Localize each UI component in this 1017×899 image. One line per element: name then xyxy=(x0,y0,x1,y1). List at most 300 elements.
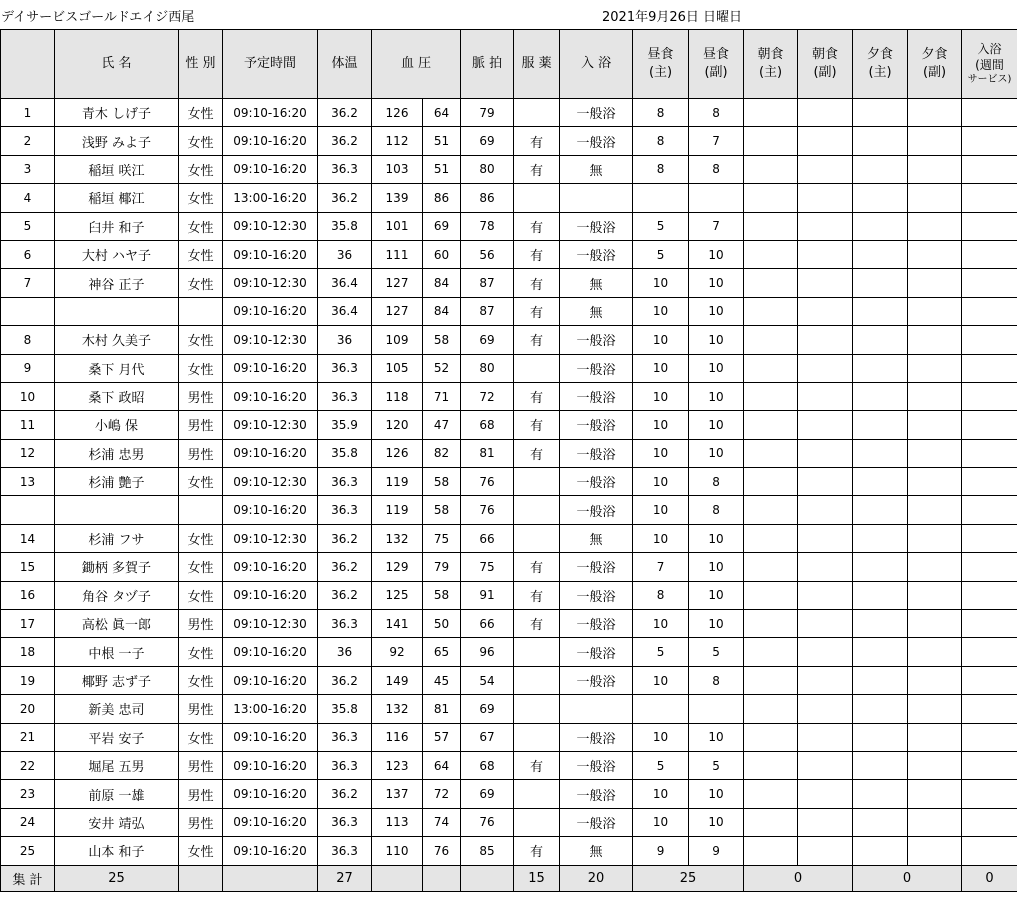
cell-dinner-main xyxy=(853,610,908,638)
cell-temp: 36.3 xyxy=(318,155,372,183)
table-row xyxy=(1,99,1017,127)
cell-lunch-side: 8 xyxy=(689,496,744,524)
cell-bp-diastolic: 58 xyxy=(423,468,461,496)
cell-bp-systolic: 118 xyxy=(372,382,423,410)
cell-no: 20 xyxy=(1,695,55,723)
cell-weekly-bath xyxy=(962,581,1017,609)
cell-medication: 有 xyxy=(514,610,560,638)
cell-breakfast-side xyxy=(798,297,853,325)
cell-weekly-bath xyxy=(962,240,1017,268)
cell-bath: 一般浴 xyxy=(560,638,633,666)
cell-bath: 一般浴 xyxy=(560,439,633,467)
cell-medication xyxy=(514,666,560,694)
table-row xyxy=(1,723,1017,751)
cell-no: 1 xyxy=(1,99,55,127)
cell-time: 09:10-12:30 xyxy=(223,468,318,496)
cell-lunch-main xyxy=(633,184,689,212)
cell-breakfast-main xyxy=(744,581,798,609)
cell-lunch-side: 10 xyxy=(689,610,744,638)
cell-no: 14 xyxy=(1,524,55,552)
cell-temp: 36.4 xyxy=(318,297,372,325)
totals-label: 集 計 xyxy=(1,865,55,891)
cell-no: 2 xyxy=(1,127,55,155)
table-row xyxy=(1,695,1017,723)
cell-bp-diastolic: 71 xyxy=(423,382,461,410)
cell-bp-diastolic: 81 xyxy=(423,695,461,723)
cell-no: 5 xyxy=(1,212,55,240)
cell-bath: 無 xyxy=(560,269,633,297)
cell-weekly-bath xyxy=(962,297,1017,325)
cell-time: 09:10-16:20 xyxy=(223,99,318,127)
cell-no: 6 xyxy=(1,240,55,268)
cell-dinner-main xyxy=(853,212,908,240)
col-header-dinner-side-line1: 夕食 xyxy=(921,47,948,63)
col-header-dinner-main-line2: (主) xyxy=(868,65,892,80)
cell-time: 09:10-16:20 xyxy=(223,723,318,751)
cell-lunch-main: 10 xyxy=(633,524,689,552)
cell-pulse: 72 xyxy=(461,382,514,410)
cell-sex: 男性 xyxy=(179,780,223,808)
cell-time: 09:10-12:30 xyxy=(223,610,318,638)
cell-name: 安井 靖弘 xyxy=(55,808,179,836)
cell-lunch-side: 10 xyxy=(689,411,744,439)
cell-medication: 有 xyxy=(514,751,560,779)
cell-sex: 男性 xyxy=(179,411,223,439)
cell-sex: 女性 xyxy=(179,155,223,183)
cell-bath xyxy=(560,695,633,723)
totals-name-count: 25 xyxy=(55,865,179,891)
cell-time: 13:00-16:20 xyxy=(223,695,318,723)
cell-name: 稲垣 椰江 xyxy=(55,184,179,212)
cell-breakfast-side xyxy=(798,468,853,496)
cell-medication: 有 xyxy=(514,439,560,467)
cell-breakfast-side xyxy=(798,99,853,127)
cell-dinner-side xyxy=(908,439,962,467)
cell-lunch-main: 5 xyxy=(633,212,689,240)
table-row xyxy=(1,581,1017,609)
cell-pulse: 81 xyxy=(461,439,514,467)
cell-pulse: 54 xyxy=(461,666,514,694)
cell-bath: 無 xyxy=(560,297,633,325)
col-header-lunch-side-line2: (副) xyxy=(704,65,728,80)
cell-breakfast-main xyxy=(744,751,798,779)
cell-bp-systolic: 137 xyxy=(372,780,423,808)
cell-bath: 無 xyxy=(560,524,633,552)
cell-pulse: 75 xyxy=(461,553,514,581)
cell-lunch-side: 8 xyxy=(689,155,744,183)
cell-temp: 36.2 xyxy=(318,581,372,609)
cell-medication xyxy=(514,99,560,127)
cell-pulse: 80 xyxy=(461,354,514,382)
cell-medication: 有 xyxy=(514,326,560,354)
cell-lunch-side: 10 xyxy=(689,553,744,581)
totals-pulse xyxy=(461,865,514,891)
cell-dinner-main xyxy=(853,468,908,496)
cell-bp-systolic: 126 xyxy=(372,99,423,127)
cell-bp-systolic: 101 xyxy=(372,212,423,240)
cell-sex: 男性 xyxy=(179,382,223,410)
cell-bath: 一般浴 xyxy=(560,723,633,751)
cell-pulse: 69 xyxy=(461,127,514,155)
cell-no: 22 xyxy=(1,751,55,779)
totals-sex xyxy=(179,865,223,891)
cell-sex: 女性 xyxy=(179,127,223,155)
cell-dinner-main xyxy=(853,496,908,524)
cell-name: 鋤柄 多賀子 xyxy=(55,553,179,581)
table-row xyxy=(1,127,1017,155)
cell-time: 13:00-16:20 xyxy=(223,184,318,212)
totals-weekly-bath-count: 0 xyxy=(962,865,1017,891)
cell-name: 木村 久美子 xyxy=(55,326,179,354)
cell-sex: 女性 xyxy=(179,326,223,354)
cell-time: 09:10-16:20 xyxy=(223,837,318,865)
cell-lunch-side: 10 xyxy=(689,524,744,552)
table-row xyxy=(1,638,1017,666)
cell-breakfast-main xyxy=(744,326,798,354)
col-header-lunch-side-line1: 昼食 xyxy=(703,47,730,63)
cell-temp: 36.2 xyxy=(318,666,372,694)
cell-bp-systolic: 119 xyxy=(372,496,423,524)
cell-dinner-main xyxy=(853,411,908,439)
cell-name: 中根 一子 xyxy=(55,638,179,666)
cell-bp-systolic: 141 xyxy=(372,610,423,638)
cell-lunch-side: 8 xyxy=(689,666,744,694)
cell-weekly-bath xyxy=(962,127,1017,155)
cell-breakfast-main xyxy=(744,382,798,410)
cell-bp-systolic: 129 xyxy=(372,553,423,581)
table-row xyxy=(1,269,1017,297)
cell-name: 平岩 安子 xyxy=(55,723,179,751)
cell-bp-diastolic: 51 xyxy=(423,155,461,183)
cell-medication: 有 xyxy=(514,837,560,865)
cell-breakfast-main xyxy=(744,439,798,467)
cell-temp: 36.3 xyxy=(318,468,372,496)
cell-weekly-bath xyxy=(962,723,1017,751)
cell-bath: 一般浴 xyxy=(560,354,633,382)
cell-lunch-main: 10 xyxy=(633,723,689,751)
cell-weekly-bath xyxy=(962,184,1017,212)
cell-bp-diastolic: 65 xyxy=(423,638,461,666)
cell-lunch-main: 10 xyxy=(633,326,689,354)
cell-weekly-bath xyxy=(962,269,1017,297)
cell-dinner-side xyxy=(908,99,962,127)
cell-temp: 36.3 xyxy=(318,496,372,524)
cell-bath xyxy=(560,184,633,212)
cell-time: 09:10-12:30 xyxy=(223,212,318,240)
cell-bp-diastolic: 79 xyxy=(423,553,461,581)
totals-temp-count: 27 xyxy=(318,865,372,891)
cell-bp-systolic: 125 xyxy=(372,581,423,609)
cell-sex: 男性 xyxy=(179,751,223,779)
cell-temp: 36 xyxy=(318,240,372,268)
cell-sex: 男性 xyxy=(179,808,223,836)
cell-time: 09:10-16:20 xyxy=(223,127,318,155)
cell-lunch-main: 8 xyxy=(633,155,689,183)
cell-dinner-side xyxy=(908,382,962,410)
report-date: 2021年9月26日 日曜日 xyxy=(602,10,743,25)
cell-dinner-side xyxy=(908,581,962,609)
cell-name: 大村 ハヤ子 xyxy=(55,240,179,268)
cell-bp-diastolic: 58 xyxy=(423,326,461,354)
cell-bp-diastolic: 47 xyxy=(423,411,461,439)
cell-bp-systolic: 149 xyxy=(372,666,423,694)
cell-bp-systolic: 132 xyxy=(372,524,423,552)
col-header-breakfast-main-line1: 朝食 xyxy=(757,47,784,63)
cell-pulse: 87 xyxy=(461,269,514,297)
table-row xyxy=(1,666,1017,694)
cell-lunch-main: 10 xyxy=(633,411,689,439)
cell-temp: 36.2 xyxy=(318,553,372,581)
cell-no: 25 xyxy=(1,837,55,865)
cell-no: 11 xyxy=(1,411,55,439)
col-header-time: 予定時間 xyxy=(223,30,318,99)
cell-medication xyxy=(514,524,560,552)
cell-breakfast-main xyxy=(744,610,798,638)
cell-temp: 36.2 xyxy=(318,184,372,212)
cell-sex: 女性 xyxy=(179,212,223,240)
cell-dinner-main xyxy=(853,155,908,183)
cell-medication: 有 xyxy=(514,411,560,439)
cell-bp-diastolic: 72 xyxy=(423,780,461,808)
totals-med-count: 15 xyxy=(514,865,560,891)
cell-dinner-side xyxy=(908,326,962,354)
cell-weekly-bath xyxy=(962,155,1017,183)
table-row xyxy=(1,411,1017,439)
cell-temp: 35.9 xyxy=(318,411,372,439)
cell-lunch-main: 10 xyxy=(633,468,689,496)
table-row xyxy=(1,326,1017,354)
cell-breakfast-side xyxy=(798,751,853,779)
cell-lunch-main: 10 xyxy=(633,666,689,694)
table-row xyxy=(1,212,1017,240)
cell-pulse: 96 xyxy=(461,638,514,666)
totals-bp-dia xyxy=(423,865,461,891)
cell-lunch-side: 9 xyxy=(689,837,744,865)
cell-sex: 女性 xyxy=(179,553,223,581)
cell-temp: 35.8 xyxy=(318,212,372,240)
cell-no: 13 xyxy=(1,468,55,496)
cell-bp-diastolic: 84 xyxy=(423,297,461,325)
table-row xyxy=(1,297,1017,325)
cell-breakfast-main xyxy=(744,269,798,297)
cell-temp: 36.3 xyxy=(318,751,372,779)
cell-dinner-main xyxy=(853,99,908,127)
cell-breakfast-side xyxy=(798,553,853,581)
cell-breakfast-main xyxy=(744,723,798,751)
cell-bath: 一般浴 xyxy=(560,411,633,439)
cell-dinner-main xyxy=(853,780,908,808)
cell-temp: 36.2 xyxy=(318,99,372,127)
cell-breakfast-main xyxy=(744,411,798,439)
cell-dinner-side xyxy=(908,695,962,723)
cell-lunch-side xyxy=(689,695,744,723)
cell-medication: 有 xyxy=(514,127,560,155)
cell-dinner-main xyxy=(853,638,908,666)
col-header-sex: 性 別 xyxy=(179,30,223,99)
cell-dinner-side xyxy=(908,496,962,524)
cell-time: 09:10-16:20 xyxy=(223,666,318,694)
cell-lunch-side: 10 xyxy=(689,723,744,751)
cell-medication xyxy=(514,468,560,496)
cell-lunch-main: 10 xyxy=(633,382,689,410)
col-header-pulse: 脈 拍 xyxy=(461,30,514,99)
cell-bp-systolic: 139 xyxy=(372,184,423,212)
cell-no: 12 xyxy=(1,439,55,467)
cell-breakfast-main xyxy=(744,837,798,865)
cell-bp-diastolic: 74 xyxy=(423,808,461,836)
cell-dinner-main xyxy=(853,240,908,268)
cell-name: 堀尾 五男 xyxy=(55,751,179,779)
cell-weekly-bath xyxy=(962,99,1017,127)
cell-bath: 一般浴 xyxy=(560,212,633,240)
cell-temp: 36.4 xyxy=(318,269,372,297)
cell-breakfast-side xyxy=(798,326,853,354)
cell-bath: 一般浴 xyxy=(560,382,633,410)
cell-breakfast-side xyxy=(798,581,853,609)
cell-breakfast-main xyxy=(744,666,798,694)
cell-sex: 女性 xyxy=(179,666,223,694)
cell-lunch-main: 10 xyxy=(633,780,689,808)
cell-medication xyxy=(514,695,560,723)
cell-bp-systolic: 123 xyxy=(372,751,423,779)
cell-sex: 女性 xyxy=(179,638,223,666)
cell-breakfast-main xyxy=(744,127,798,155)
cell-time: 09:10-16:20 xyxy=(223,240,318,268)
cell-breakfast-main xyxy=(744,240,798,268)
cell-bath: 無 xyxy=(560,155,633,183)
table-row xyxy=(1,808,1017,836)
cell-breakfast-side xyxy=(798,240,853,268)
cell-lunch-side: 7 xyxy=(689,212,744,240)
cell-medication xyxy=(514,638,560,666)
cell-breakfast-main xyxy=(744,553,798,581)
col-header-bath: 入 浴 xyxy=(560,30,633,99)
col-header-med: 服 薬 xyxy=(514,30,560,99)
cell-temp: 36.3 xyxy=(318,837,372,865)
table-row xyxy=(1,553,1017,581)
cell-bp-systolic: 127 xyxy=(372,269,423,297)
cell-sex: 女性 xyxy=(179,99,223,127)
cell-no: 24 xyxy=(1,808,55,836)
cell-lunch-side: 10 xyxy=(689,780,744,808)
cell-weekly-bath xyxy=(962,780,1017,808)
cell-lunch-side: 10 xyxy=(689,382,744,410)
title-bar xyxy=(0,0,1017,28)
table-body xyxy=(1,99,1017,866)
cell-name: 前原 一雄 xyxy=(55,780,179,808)
cell-lunch-side xyxy=(689,184,744,212)
cell-time: 09:10-16:20 xyxy=(223,638,318,666)
cell-breakfast-side xyxy=(798,155,853,183)
cell-time: 09:10-16:20 xyxy=(223,808,318,836)
cell-breakfast-side xyxy=(798,837,853,865)
facility-name: デイサービスゴールドエイジ西尾 xyxy=(1,10,195,25)
cell-bath: 一般浴 xyxy=(560,496,633,524)
cell-lunch-main: 5 xyxy=(633,638,689,666)
cell-bp-diastolic: 84 xyxy=(423,269,461,297)
cell-weekly-bath xyxy=(962,354,1017,382)
cell-no: 16 xyxy=(1,581,55,609)
cell-no: 8 xyxy=(1,326,55,354)
cell-temp: 36.2 xyxy=(318,127,372,155)
col-header-breakfast-main-line2: (主) xyxy=(758,65,783,80)
table-row xyxy=(1,184,1017,212)
cell-sex: 男性 xyxy=(179,610,223,638)
cell-dinner-side xyxy=(908,638,962,666)
cell-lunch-side: 8 xyxy=(689,468,744,496)
cell-pulse: 79 xyxy=(461,99,514,127)
cell-breakfast-main xyxy=(744,184,798,212)
cell-bath: 一般浴 xyxy=(560,808,633,836)
cell-bp-systolic: 105 xyxy=(372,354,423,382)
col-header-dinner-side xyxy=(908,30,962,99)
cell-breakfast-side xyxy=(798,780,853,808)
cell-lunch-main: 10 xyxy=(633,496,689,524)
cell-bath: 一般浴 xyxy=(560,127,633,155)
table-row xyxy=(1,468,1017,496)
cell-pulse: 80 xyxy=(461,155,514,183)
cell-name: 神谷 正子 xyxy=(55,269,179,297)
cell-lunch-main: 5 xyxy=(633,240,689,268)
cell-bp-diastolic: 60 xyxy=(423,240,461,268)
cell-lunch-main: 10 xyxy=(633,354,689,382)
cell-name: 稲垣 咲江 xyxy=(55,155,179,183)
cell-dinner-side xyxy=(908,780,962,808)
cell-bp-systolic: 110 xyxy=(372,837,423,865)
col-header-name: 氏 名 xyxy=(55,30,179,99)
cell-medication: 有 xyxy=(514,269,560,297)
cell-temp: 35.8 xyxy=(318,439,372,467)
cell-bp-systolic: 113 xyxy=(372,808,423,836)
col-header-no xyxy=(1,30,55,99)
cell-sex: 女性 xyxy=(179,723,223,751)
cell-breakfast-main xyxy=(744,496,798,524)
cell-breakfast-main xyxy=(744,354,798,382)
cell-breakfast-side xyxy=(798,808,853,836)
cell-dinner-main xyxy=(853,553,908,581)
cell-medication: 有 xyxy=(514,240,560,268)
cell-temp: 36.2 xyxy=(318,524,372,552)
cell-dinner-main xyxy=(853,184,908,212)
col-header-dinner-main-line1: 夕食 xyxy=(867,47,894,63)
cell-bp-diastolic: 45 xyxy=(423,666,461,694)
cell-breakfast-side xyxy=(798,695,853,723)
cell-lunch-side: 10 xyxy=(689,297,744,325)
cell-bp-systolic: 116 xyxy=(372,723,423,751)
cell-breakfast-main xyxy=(744,780,798,808)
cell-weekly-bath xyxy=(962,638,1017,666)
cell-time: 09:10-16:20 xyxy=(223,439,318,467)
cell-dinner-side xyxy=(908,155,962,183)
cell-breakfast-main xyxy=(744,695,798,723)
col-header-breakfast-side-line2: (副) xyxy=(813,65,837,80)
cell-weekly-bath xyxy=(962,610,1017,638)
cell-dinner-side xyxy=(908,411,962,439)
cell-sex: 女性 xyxy=(179,269,223,297)
cell-name: 杉浦 忠男 xyxy=(55,439,179,467)
cell-bath: 一般浴 xyxy=(560,326,633,354)
cell-bp-systolic: 132 xyxy=(372,695,423,723)
cell-sex: 女性 xyxy=(179,184,223,212)
cell-medication xyxy=(514,723,560,751)
cell-dinner-main xyxy=(853,751,908,779)
col-header-weekly-bath-line1: 入浴 xyxy=(977,42,1002,57)
cell-lunch-main: 10 xyxy=(633,297,689,325)
cell-lunch-main: 10 xyxy=(633,610,689,638)
cell-weekly-bath xyxy=(962,382,1017,410)
cell-name: 杉浦 艶子 xyxy=(55,468,179,496)
cell-dinner-main xyxy=(853,127,908,155)
